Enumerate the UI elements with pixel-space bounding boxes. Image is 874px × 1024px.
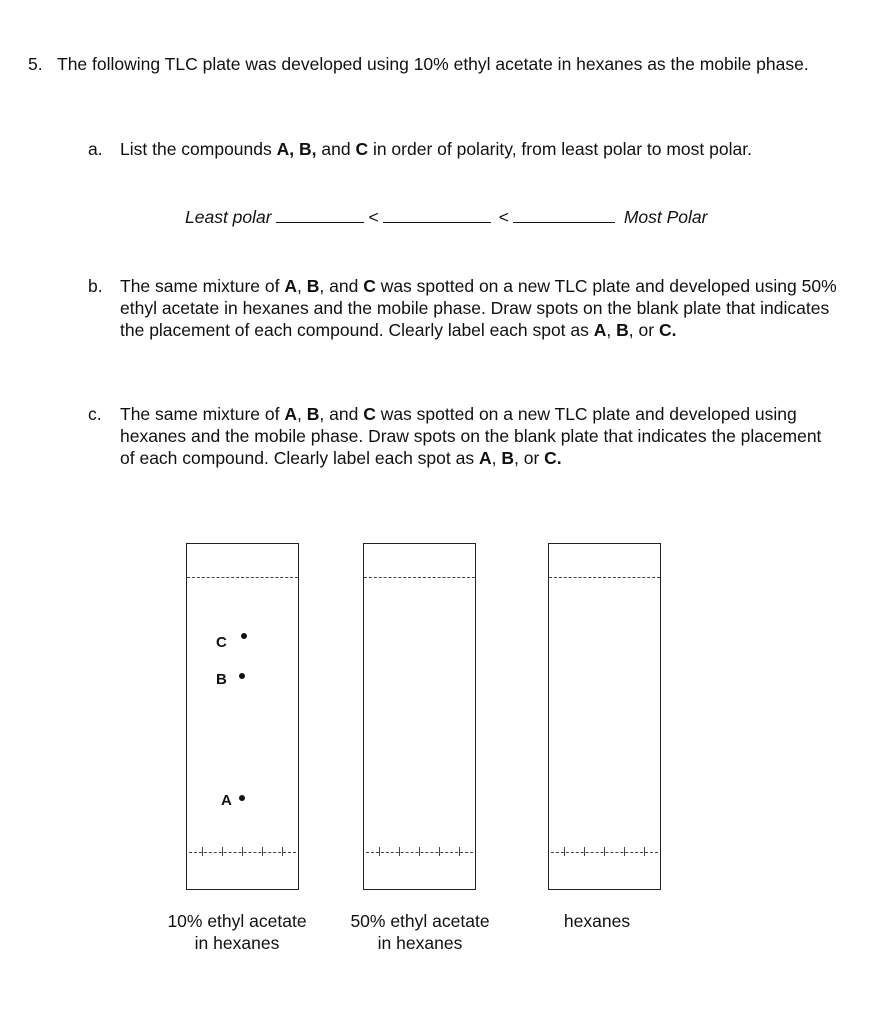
caption-line-1: hexanes	[563, 911, 631, 931]
answer-blank-1[interactable]	[276, 204, 364, 223]
part-b-a: A	[284, 276, 298, 296]
part-c-t3: , and	[319, 404, 364, 424]
part-c-b2: B	[501, 448, 514, 468]
spot-a	[239, 795, 245, 801]
part-c-t2: ,	[297, 404, 307, 424]
caption-line-1: 50% ethyl acetate	[350, 911, 490, 931]
part-b-t2: ,	[297, 276, 307, 296]
part-b-c: C	[363, 276, 376, 296]
part-c-text	[120, 403, 840, 469]
answer-blank-2[interactable]	[383, 204, 491, 223]
question-text: The following TLC plate was developed using 10% ethyl acetate in hexanes as the mobile phase.	[57, 54, 809, 74]
part-b-t5: ,	[606, 320, 617, 340]
plate-caption-10-percent	[152, 910, 322, 954]
part-b-t6: , or	[628, 320, 659, 340]
part-a-text-3: in order of polarity, from least polar to most polar.	[368, 139, 752, 159]
less-than-1: <	[368, 207, 379, 227]
origin-ticks	[187, 847, 298, 857]
part-b-t4: was spotted on a new TLC plate and developed using 50% ethyl acetate in hexanes and the mobile phase. Draw spots on the blank plate that indicates the placement of each compound. Clearly label each spot as	[120, 276, 837, 340]
answer-blank-3[interactable]	[513, 204, 615, 223]
part-a-label: a.	[88, 139, 103, 159]
solvent-front-line	[187, 577, 298, 578]
caption-line-1: 10% ethyl acetate	[167, 911, 307, 931]
part-b-label: b.	[88, 276, 103, 296]
part-a-text-1: List the compounds	[120, 139, 277, 159]
part-b-c2: C.	[658, 320, 677, 340]
part-b-text	[120, 275, 840, 341]
part-c-b: B	[306, 404, 320, 424]
solvent-front-line	[364, 577, 475, 578]
spot-label-b: B	[216, 671, 227, 688]
part-b-b: B	[306, 276, 320, 296]
part-b-t1: The same mixture of	[120, 276, 285, 296]
caption-line-2: in hexanes	[377, 933, 463, 953]
part-a-bold-c: C	[355, 139, 369, 159]
least-polar-label: Least polar	[185, 207, 272, 227]
plate-caption-hexanes	[512, 910, 682, 932]
part-c-t6: , or	[513, 448, 545, 468]
origin-ticks	[549, 847, 660, 857]
question-number: 5.	[28, 54, 43, 74]
part-c-a: A	[284, 404, 298, 424]
part-a-text-2: and	[316, 139, 356, 159]
spot-c	[241, 633, 247, 639]
part-c-t5: ,	[491, 448, 502, 468]
part-a-bold-ab: A, B,	[276, 139, 317, 159]
tlc-plate-50-percent[interactable]	[363, 543, 476, 890]
most-polar-label: Most Polar	[623, 207, 708, 227]
part-b-b2: B	[616, 320, 629, 340]
part-c-t4: was spotted on a new TLC plate and developed using hexanes and the mobile phase. Draw spots on the blank plate that indicates the placement of each compound. Clearly label each spot as	[120, 404, 822, 468]
part-b-a2: A	[593, 320, 607, 340]
polarity-answer-row	[185, 204, 707, 228]
part-c-t1: The same mixture of	[120, 404, 285, 424]
part-b-t3: , and	[319, 276, 364, 296]
tlc-plate-hexanes[interactable]	[548, 543, 661, 890]
less-than-2: <	[498, 207, 509, 227]
part-c-a2: A	[478, 448, 492, 468]
tlc-plate-10-percent	[186, 543, 299, 890]
solvent-front-line	[549, 577, 660, 578]
plate-caption-50-percent	[335, 910, 505, 954]
part-c-c: C	[363, 404, 376, 424]
spot-label-c: C	[216, 634, 227, 651]
caption-line-2: in hexanes	[194, 933, 280, 953]
spot-b	[239, 673, 245, 679]
part-c-label: c.	[88, 404, 102, 424]
spot-label-a: A	[221, 792, 232, 809]
origin-ticks	[364, 847, 475, 857]
part-a-text	[120, 138, 840, 160]
part-c-c2: C.	[544, 448, 562, 468]
